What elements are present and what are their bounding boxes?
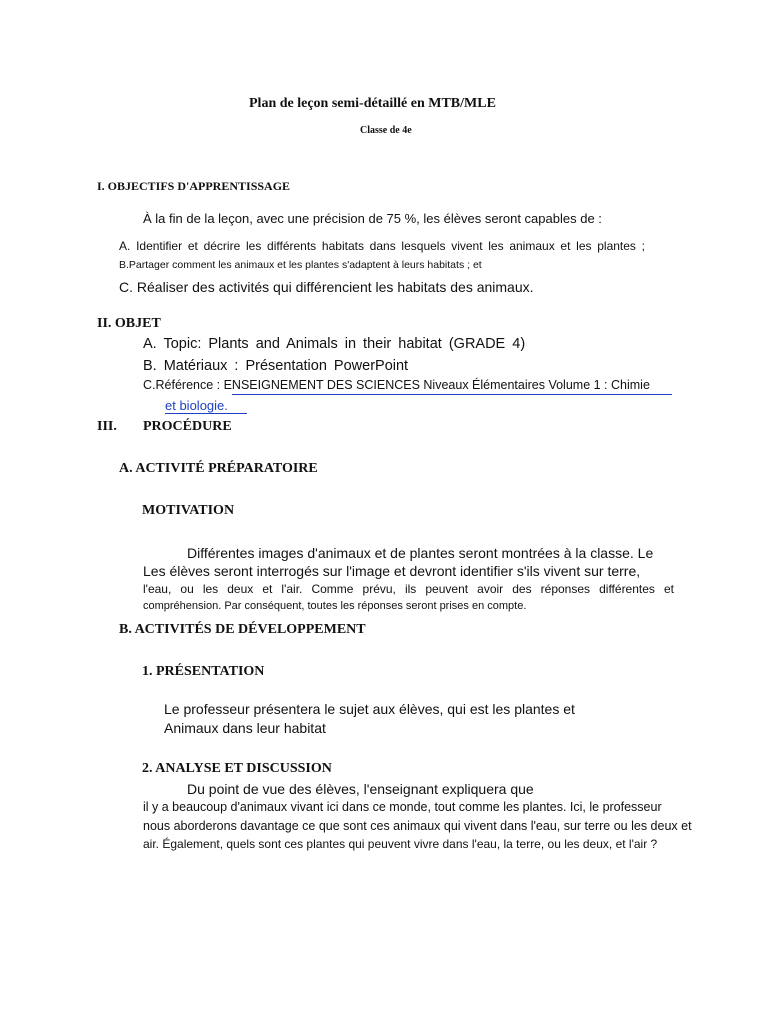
presentation-line-2: Animaux dans leur habitat (164, 720, 326, 736)
motivation-line-3: l'eau, ou les deux et l'air. Comme prévu, ils peuvent avoir des réponses différentes et (143, 582, 674, 596)
reference-underline (232, 394, 672, 395)
preparatory-activity-heading: A. ACTIVITÉ PRÉPARATOIRE (119, 461, 318, 476)
reference-prefix: C.Référence : (143, 378, 224, 392)
page-subtitle: Classe de 4e (360, 125, 412, 136)
reference-link-part2[interactable]: et biologie. (165, 398, 228, 413)
motivation-line-4: compréhension. Par conséquent, toutes les réponses seront prises en compte. (143, 600, 527, 612)
analysis-line-3: nous aborderons davantage ce que sont ces animaux qui vivent dans l'eau, sur terre ou les deux et (143, 819, 692, 833)
analysis-heading: 2. ANALYSE ET DISCUSSION (142, 761, 332, 776)
reference-link-part1[interactable]: ENSEIGNEMENT DES SCIENCES Niveaux Élémentaires Volume 1 : Chimie (223, 378, 650, 392)
analysis-line-1: Du point de vue des élèves, l'enseignant expliquera que (187, 781, 534, 797)
presentation-line-1: Le professeur présentera le sujet aux élèves, qui est les plantes et (164, 701, 575, 717)
motivation-line-2: Les élèves seront interrogés sur l'image et devront identifier s'ils vivent sur terre, (143, 563, 641, 579)
object-reference (143, 378, 650, 392)
development-activities-heading: B. ACTIVITÉS DE DÉVELOPPEMENT (119, 622, 366, 637)
objective-c: C. Réaliser des activités qui différencient les habitats des animaux. (119, 279, 534, 295)
motivation-heading: MOTIVATION (142, 503, 235, 518)
analysis-line-4: air. Également, quels sont ces plantes qui peuvent vivre dans l'eau, la terre, ou les deux, et l'air ? (143, 837, 658, 851)
page-title: Plan de leçon semi-détaillé en MTB/MLE (249, 96, 496, 111)
objectives-intro: À la fin de la leçon, avec une précision de 75 %, les élèves seront capables de : (143, 211, 602, 226)
presentation-heading: 1. PRÉSENTATION (142, 664, 265, 679)
objective-b: B.Partager comment les animaux et les plantes s'adaptent à leurs habitats ; et (119, 259, 482, 271)
objective-a: A. Identifier et décrire les différents habitats dans lesquels vivent les animaux et les plantes ; (119, 239, 645, 253)
motivation-line-1: Différentes images d'animaux et de plantes seront montrées à la classe. Le (187, 545, 654, 561)
object-materials: B. Matériaux : Présentation PowerPoint (143, 358, 409, 374)
objectives-heading: I. OBJECTIFS D'APPRENTISSAGE (97, 179, 291, 193)
reference-underline-2 (165, 413, 247, 414)
object-heading: II. OBJET (97, 316, 161, 331)
procedure-heading: PROCÉDURE (143, 419, 232, 434)
analysis-line-2: il y a beaucoup d'animaux vivant ici dans ce monde, tout comme les plantes. Ici, le professeur (143, 800, 662, 814)
procedure-number: III. (97, 419, 117, 434)
object-topic: A. Topic: Plants and Animals in their habitat (GRADE 4) (143, 336, 526, 352)
